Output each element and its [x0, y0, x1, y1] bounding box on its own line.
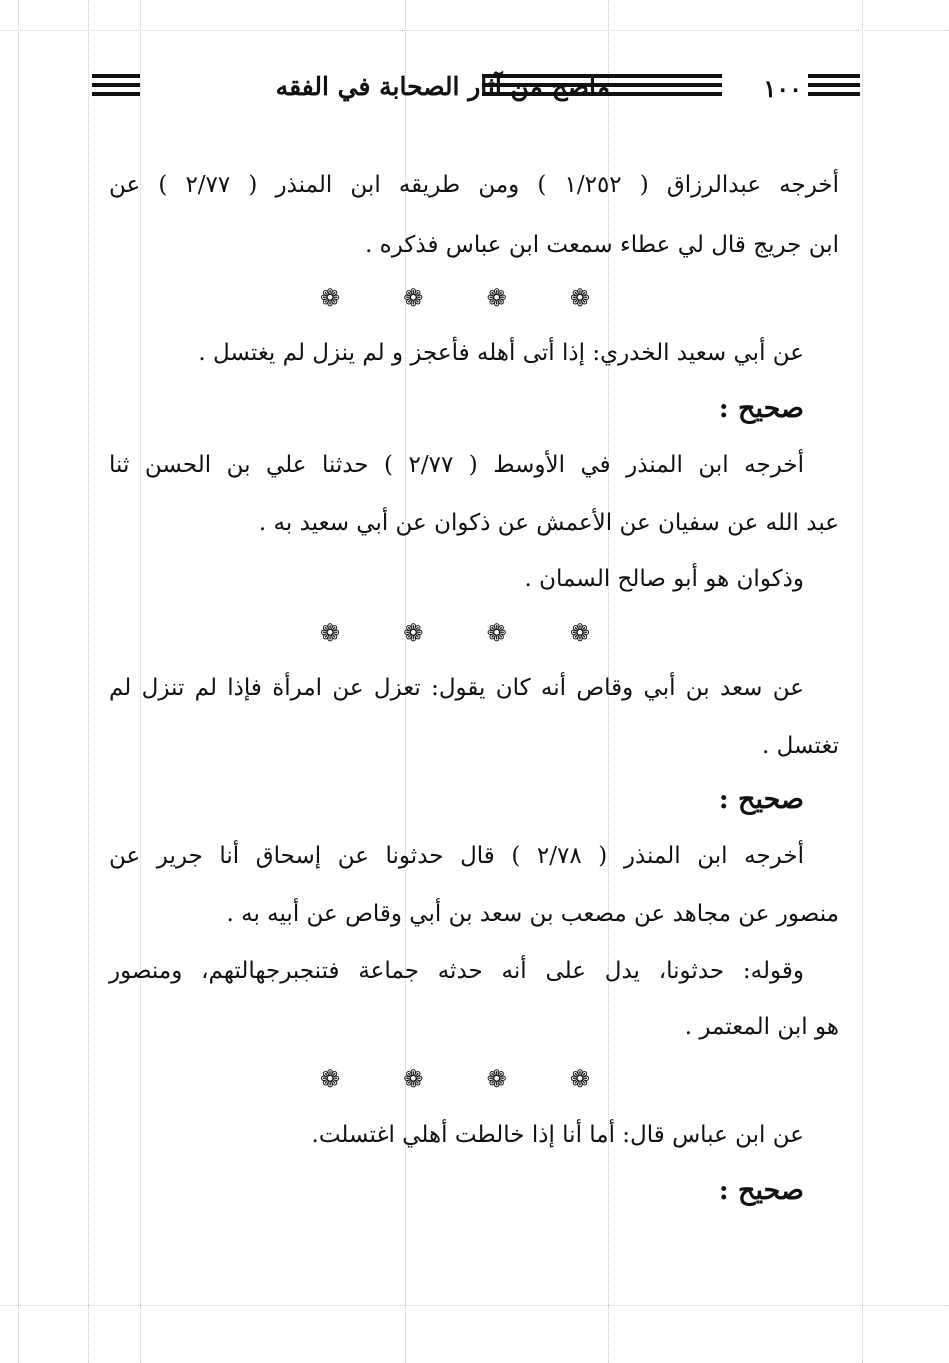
scan-guide-line [862, 0, 863, 1363]
grading-heading: صحيح : [718, 1175, 804, 1206]
star-ornament-icon: ❁ [569, 1065, 590, 1093]
star-ornament-icon: ❁ [403, 284, 424, 312]
page-number: ١٠٠ [763, 74, 802, 103]
text-line: أخرجه ابن المنذر في الأوسط ( ٢/٧٧ ) حدثنا علي بن الحسن ثنا [109, 452, 804, 478]
running-header [92, 70, 860, 108]
scan-guide-line [0, 30, 949, 31]
text-line: منصور عن مجاهد عن مصعب بن سعد بن أبي وقاص عن أبيه به . [226, 901, 839, 927]
scan-guide-line [0, 1305, 949, 1306]
grading-heading: صحيح : [718, 393, 804, 424]
text-line: عن أبي سعيد الخدري: إذا أتى أهله فأعجز و لم ينزل لم يغتسل . [198, 340, 804, 366]
star-ornament-icon: ❁ [403, 1065, 424, 1093]
header-rule-right [808, 74, 860, 104]
star-ornament-icon: ❁ [486, 284, 507, 312]
star-ornament-icon: ❁ [569, 619, 590, 647]
star-ornament-icon: ❁ [569, 284, 590, 312]
text-line: عن ابن عباس قال: أما أنا إذا خالطت أهلي اغتسلت. [311, 1122, 804, 1148]
scan-guide-line [88, 0, 89, 1363]
section-separator [320, 283, 590, 313]
text-line: تغتسل . [762, 733, 839, 759]
text-line: وقوله: حدثونا، يدل على أنه حدثه جماعة فتنجبرجهالتهم، ومنصور [109, 958, 804, 984]
star-ornament-icon: ❁ [320, 1065, 341, 1093]
text-line: أخرجه ابن المنذر ( ٢/٧٨ ) قال حدثونا عن إسحاق أنا جرير عن [109, 843, 804, 869]
star-ornament-icon: ❁ [486, 619, 507, 647]
section-separator [320, 618, 590, 648]
star-ornament-icon: ❁ [403, 619, 424, 647]
scan-guide-line [18, 0, 19, 1363]
grading-heading: صحيح : [718, 784, 804, 815]
star-ornament-icon: ❁ [320, 284, 341, 312]
text-line: أخرجه عبدالرزاق ( ١/٢٥٢ ) ومن طريقه ابن المنذر ( ٢/٧٧ ) عن [109, 172, 840, 198]
text-line: عن سعد بن أبي وقاص أنه كان يقول: تعزل عن امرأة فإذا لم تنزل لم [109, 675, 804, 701]
text-line: وذكوان هو أبو صالح السمان . [524, 566, 804, 592]
star-ornament-icon: ❁ [320, 619, 341, 647]
text-line: هو ابن المعتمر . [684, 1014, 839, 1040]
section-separator [320, 1064, 590, 1094]
text-line: عبد الله عن سفيان عن الأعمش عن ذكوان عن أبي سعيد به . [258, 510, 839, 536]
text-line: ابن جريج قال لي عطاء سمعت ابن عباس فذكره . [365, 232, 839, 258]
header-rule-left [92, 74, 140, 104]
star-ornament-icon: ❁ [486, 1065, 507, 1093]
running-title: ماصح من آثار الصحابة في الفقه [275, 72, 610, 101]
